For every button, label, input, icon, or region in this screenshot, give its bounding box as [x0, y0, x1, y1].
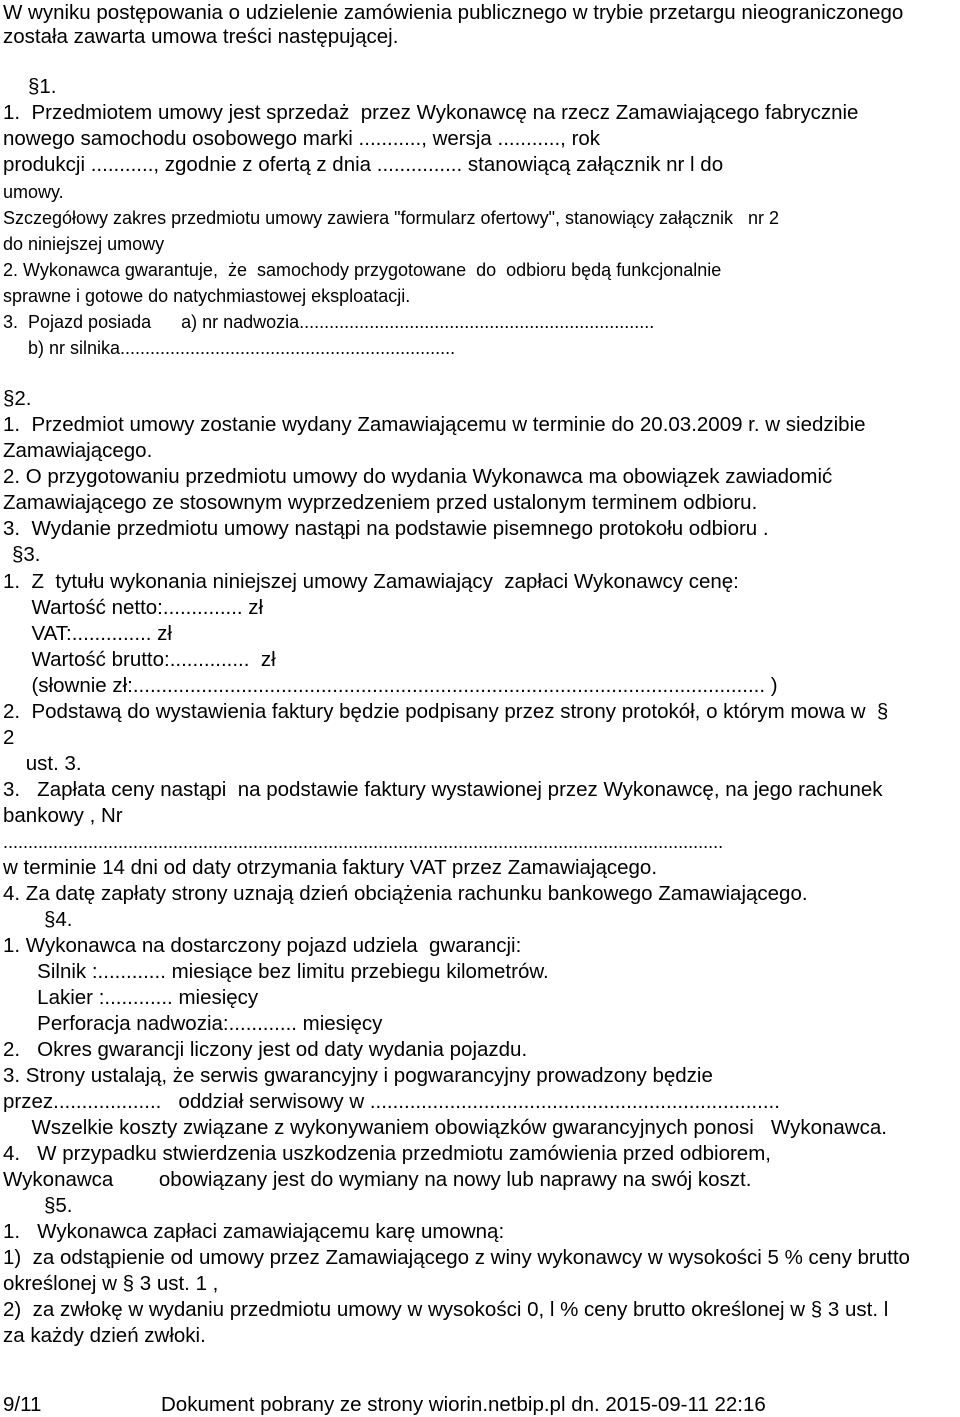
- s4-line-3: Lakier :............ miesięcy: [3, 986, 259, 1009]
- s2-line-4: Zamawiającego ze stosownym wyprzedzeniem przed ustalonym terminem odbioru.: [3, 491, 758, 514]
- s2-line-5: 3. Wydanie przedmiotu umowy nastąpi na podstawie pisemnego protokołu odbioru .: [3, 517, 769, 540]
- s2-line-2: Zamawiającego.: [3, 439, 153, 462]
- s3-line-6: 2. Podstawą do wystawienia faktury będzie podpisany przez strony protokół, o którym mowa w §: [3, 700, 889, 723]
- s4-line-1: 1. Wykonawca na dostarczony pojazd udziela gwarancji:: [3, 934, 522, 957]
- s3-line-10: bankowy , Nr: [3, 804, 123, 827]
- s1-line-7: 2. Wykonawca gwarantuje, że samochody przygotowane do odbioru będą funkcjonalnie: [3, 260, 722, 280]
- s1-line-4: umowy.: [3, 182, 64, 202]
- s1-line-8: sprawne i gotowe do natychmiastowej eksploatacji.: [3, 286, 411, 306]
- s5-line-3: określonej w § 3 ust. 1 ,: [3, 1272, 219, 1295]
- s4-line-5: 2. Okres gwarancji liczony jest od daty wydania pojazdu.: [3, 1038, 528, 1061]
- section-5-heading: §5.: [44, 1194, 73, 1217]
- s4-line-8: Wszelkie koszty związane z wykonywaniem obowiązków gwarancyjnych ponosi Wykonawca.: [3, 1116, 887, 1139]
- s3-line-3: VAT:.............. zł: [3, 622, 172, 645]
- s2-line-3: 2. O przygotowaniu przedmiotu umowy do wydania Wykonawca ma obowiązek zawiadomić: [3, 465, 833, 488]
- s1-line-3: produkcji ..........., zgodnie z ofertą z dnia ............... stanowiącą załącznik nr l do: [3, 153, 724, 176]
- s3-line-5: (słownie zł:............................................................................................................... ): [3, 674, 778, 697]
- s4-line-9: 4. W przypadku stwierdzenia uszkodzenia przedmiotu zamówienia przed odbiorem,: [3, 1142, 771, 1165]
- s5-line-4: 2) za zwłokę w wydaniu przedmiotu umowy w wysokości 0, l % ceny brutto określonej w § 3 ust. l: [3, 1298, 889, 1321]
- s1-line-9: 3. Pojazd posiada a) nr nadwozia.......................................................................: [3, 312, 655, 332]
- s4-line-4: Perforacja nadwozia:............ miesięcy: [3, 1012, 383, 1035]
- s3-line-2: Wartość netto:.............. zł: [3, 596, 264, 619]
- intro-line-1: W wyniku postępowania o udzielenie zamówienia publicznego w trybie przetargu nieograniczonego: [3, 1, 904, 24]
- s5-line-5: za każdy dzień zwłoki.: [3, 1324, 206, 1347]
- s4-line-2: Silnik :............ miesiące bez limitu przebiegu kilometrów.: [3, 960, 549, 983]
- s1-line-10: b) nr silnika...................................................................: [3, 338, 456, 358]
- s5-line-1: 1. Wykonawca zapłaci zamawiającemu karę umowną:: [3, 1220, 505, 1243]
- s3-line-4: Wartość brutto:.............. zł: [3, 648, 276, 671]
- section-2-heading: §2.: [3, 387, 32, 410]
- s1-line-5: Szczegółowy zakres przedmiotu umowy zawiera "formularz ofertowy", stanowiący załącznik nr 2: [3, 208, 780, 228]
- s3-line-1: 1. Z tytułu wykonania niniejszej umowy Zamawiający zapłaci Wykonawcy cenę:: [3, 570, 739, 593]
- intro-line-2: została zawarta umowa treści następującej.: [3, 25, 399, 48]
- s1-line-6: do niniejszej umowy: [3, 234, 165, 254]
- s5-line-2: 1) za odstąpienie od umowy przez Zamawiającego z winy wykonawcy w wysokości 5 % ceny brutto: [3, 1246, 910, 1269]
- s1-line-2: nowego samochodu osobowego marki ..........., wersja ..........., rok: [3, 127, 601, 150]
- section-3-heading: §3.: [12, 543, 41, 566]
- s3-line-8: ust. 3.: [3, 752, 82, 775]
- download-source-note: Dokument pobrany ze strony wiorin.netbip.pl dn. 2015-09-11 22:16: [161, 1393, 766, 1416]
- s3-line-12: w terminie 14 dni od daty otrzymania faktury VAT przez Zamawiającego.: [3, 856, 658, 879]
- s3-line-9: 3. Zapłata ceny nastąpi na podstawie faktury wystawionej przez Wykonawcę, na jego rachunek: [3, 778, 883, 801]
- s3-line-11: ................................................................................................................................................: [3, 832, 724, 852]
- s1-line-1: 1. Przedmiotem umowy jest sprzedaż przez Wykonawcę na rzecz Zamawiającego fabrycznie: [3, 101, 859, 124]
- s3-line-13: 4. Za datę zapłaty strony uznają dzień obciążenia rachunku bankowego Zamawiającego.: [3, 882, 808, 905]
- section-1-heading: §1.: [28, 75, 57, 98]
- s4-line-6: 3. Strony ustalają, że serwis gwarancyjny i pogwarancyjny prowadzony będzie: [3, 1064, 713, 1087]
- section-4-heading: §4.: [44, 908, 73, 931]
- s2-line-1: 1. Przedmiot umowy zostanie wydany Zamawiającemu w terminie do 20.03.2009 r. w siedzibie: [3, 413, 866, 436]
- s4-line-10: Wykonawca obowiązany jest do wymiany na nowy lub naprawy na swój koszt.: [3, 1168, 752, 1191]
- s3-line-7: 2: [3, 726, 15, 749]
- s4-line-7: przez................... oddział serwisowy w ........................................................................: [3, 1090, 780, 1113]
- page-number: 9/11: [3, 1393, 42, 1416]
